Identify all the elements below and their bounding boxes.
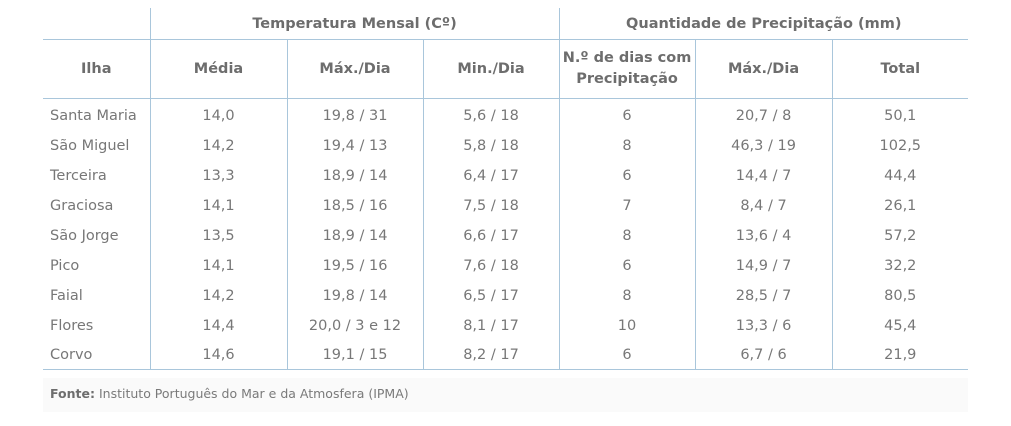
precip-max-cell: 20,7 / 8 xyxy=(695,99,832,132)
temp-max-cell: 20,0 / 3 e 12 xyxy=(287,311,423,341)
temp-max-cell: 18,9 / 14 xyxy=(287,161,423,191)
precip-max-cell: 6,7 / 6 xyxy=(695,341,832,370)
source-text: Instituto Português do Mar e da Atmosfera (IPMA) xyxy=(98,386,409,401)
temp-min-header: Min./Dia xyxy=(423,40,559,99)
table-body xyxy=(43,99,968,370)
island-header: Ilha xyxy=(43,40,150,99)
temp-avg-cell: 14,1 xyxy=(150,191,287,221)
temp-max-cell: 19,1 / 15 xyxy=(287,341,423,370)
temp-avg-cell: 14,6 xyxy=(150,341,287,370)
precip-days-cell: 6 xyxy=(559,161,695,191)
column-header-row xyxy=(43,40,968,99)
island-cell: Corvo xyxy=(43,341,150,370)
source-note xyxy=(43,378,968,412)
group-header-row xyxy=(43,8,968,40)
precip-total-cell: 102,5 xyxy=(832,131,968,161)
island-cell: Terceira xyxy=(50,168,107,184)
precip-total-cell: 44,4 xyxy=(832,161,968,191)
temp-max-cell: 18,9 / 14 xyxy=(287,221,423,251)
precip-max-header: Máx./Dia xyxy=(695,40,832,99)
climate-table xyxy=(43,8,968,370)
temp-max-cell: 18,5 / 16 xyxy=(287,191,423,221)
precip-days-cell: 8 xyxy=(559,281,695,311)
precip-days-cell: 6 xyxy=(559,99,695,132)
temp-avg-cell: 13,3 xyxy=(150,161,287,191)
temp-min-cell: 8,2 / 17 xyxy=(423,341,559,370)
temp-avg-cell: 14,1 xyxy=(150,251,287,281)
temp-max-header: Máx./Dia xyxy=(287,40,423,99)
precip-days-header-line1: N.º de dias com xyxy=(562,50,692,66)
precip-total-cell: 80,5 xyxy=(832,281,968,311)
precip-days-cell: 8 xyxy=(559,221,695,251)
precip-total-cell: 45,4 xyxy=(832,311,968,341)
precip-days-header xyxy=(559,40,695,99)
temp-avg-cell: 14,2 xyxy=(150,281,287,311)
temp-min-cell: 6,4 / 17 xyxy=(423,161,559,191)
temp-max-cell: 19,8 / 31 xyxy=(287,99,423,132)
temp-avg-cell: 14,2 xyxy=(150,131,287,161)
table-row xyxy=(43,191,968,221)
island-cell: Flores xyxy=(50,318,94,334)
island-cell: São Jorge xyxy=(50,228,119,244)
island-cell: Faial xyxy=(50,288,83,304)
temp-min-cell: 6,6 / 17 xyxy=(423,221,559,251)
temp-avg-cell: 14,0 xyxy=(150,99,287,132)
island-cell: Santa Maria xyxy=(50,108,137,124)
temp-min-cell: 5,8 / 18 xyxy=(423,131,559,161)
precip-days-cell: 10 xyxy=(559,311,695,341)
precip-days-cell: 7 xyxy=(559,191,695,221)
temp-max-cell: 19,5 / 16 xyxy=(287,251,423,281)
precip-total-cell: 21,9 xyxy=(832,341,968,370)
precip-total-cell: 50,1 xyxy=(832,99,968,132)
island-cell: Pico xyxy=(50,258,80,274)
precip-max-cell: 14,4 / 7 xyxy=(695,161,832,191)
precip-total-header: Total xyxy=(832,40,968,99)
temp-min-cell: 8,1 / 17 xyxy=(423,311,559,341)
temperature-group-header: Temperatura Mensal (Cº) xyxy=(150,8,559,40)
island-cell: São Miguel xyxy=(50,138,130,154)
precip-total-cell: 32,2 xyxy=(832,251,968,281)
temp-max-cell: 19,4 / 13 xyxy=(287,131,423,161)
precip-max-cell: 13,6 / 4 xyxy=(695,221,832,251)
group-header-empty xyxy=(43,8,150,40)
precip-days-cell: 6 xyxy=(559,251,695,281)
temp-avg-header: Média xyxy=(150,40,287,99)
table-row xyxy=(43,221,968,251)
precip-total-cell: 57,2 xyxy=(832,221,968,251)
precip-max-cell: 46,3 / 19 xyxy=(695,131,832,161)
table-row xyxy=(43,281,968,311)
precipitation-group-header: Quantidade de Precipitação (mm) xyxy=(559,8,968,40)
precip-max-cell: 8,4 / 7 xyxy=(695,191,832,221)
temp-min-cell: 5,6 / 18 xyxy=(423,99,559,132)
temp-min-cell: 7,6 / 18 xyxy=(423,251,559,281)
table-row xyxy=(43,99,968,132)
table-row xyxy=(43,161,968,191)
source-label: Fonte: xyxy=(50,386,95,401)
temp-min-cell: 7,5 / 18 xyxy=(423,191,559,221)
precip-total-cell: 26,1 xyxy=(832,191,968,221)
table-row xyxy=(43,251,968,281)
precip-days-cell: 6 xyxy=(559,341,695,370)
temp-max-cell: 19,8 / 14 xyxy=(287,281,423,311)
precip-max-cell: 28,5 / 7 xyxy=(695,281,832,311)
climate-table-container xyxy=(43,8,968,370)
precip-days-cell: 8 xyxy=(559,131,695,161)
table-row xyxy=(43,131,968,161)
island-cell: Graciosa xyxy=(50,198,114,214)
precip-max-cell: 14,9 / 7 xyxy=(695,251,832,281)
precip-max-cell: 13,3 / 6 xyxy=(695,311,832,341)
precip-days-header-line2: Precipitação xyxy=(576,71,678,87)
temp-min-cell: 6,5 / 17 xyxy=(423,281,559,311)
table-row xyxy=(43,341,968,370)
temp-avg-cell: 14,4 xyxy=(150,311,287,341)
table-row xyxy=(43,311,968,341)
temp-avg-cell: 13,5 xyxy=(150,221,287,251)
